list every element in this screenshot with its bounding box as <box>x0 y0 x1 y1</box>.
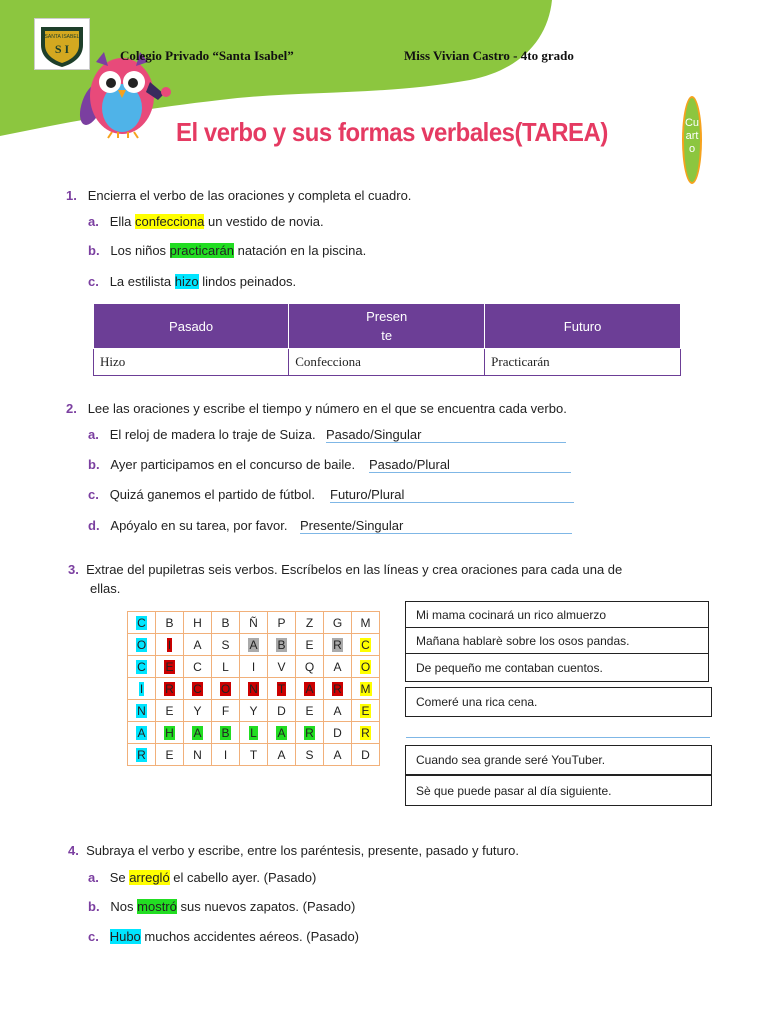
grid-cell[interactable]: A <box>324 656 352 678</box>
grid-cell[interactable]: E <box>156 700 184 722</box>
q2-item-a: a. El reloj de madera lo traje de Suiza. <box>88 427 316 442</box>
grid-letter-highlight: I <box>167 637 172 652</box>
highlighted-verb: mostró <box>137 899 177 914</box>
grid-letter-highlight: O <box>220 681 231 696</box>
grid-cell[interactable] <box>184 722 212 744</box>
q4-item-a: a. Se arregló el cabello ayer. (Pasado) <box>88 870 317 885</box>
grid-cell[interactable]: F <box>212 700 240 722</box>
grid-cell[interactable]: Y <box>240 700 268 722</box>
question-2 <box>66 401 567 416</box>
highlighted-verb: confecciona <box>134 214 205 229</box>
grid-cell[interactable] <box>156 634 184 656</box>
grid-row <box>128 634 380 656</box>
grid-letter-highlight: A <box>137 725 146 740</box>
grid-letter-highlight: O <box>136 637 147 652</box>
grid-cell[interactable] <box>240 722 268 744</box>
grid-cell[interactable]: I <box>240 656 268 678</box>
grid-cell[interactable] <box>212 678 240 700</box>
answer-field[interactable]: Pasado/Singular <box>326 427 566 443</box>
grid-cell[interactable] <box>296 678 324 700</box>
answer-field[interactable]: Presente/Singular <box>300 518 572 534</box>
highlighted-verb: arregló <box>129 870 170 885</box>
grid-cell[interactable] <box>352 700 380 722</box>
highlighted-verb: practicarán <box>169 243 234 258</box>
grid-cell[interactable] <box>352 656 380 678</box>
grid-letter-highlight: A <box>305 681 314 696</box>
grid-letter-highlight: R <box>137 747 146 762</box>
grid-letter-highlight: I <box>139 681 144 696</box>
grid-cell[interactable]: E <box>156 744 184 766</box>
grid-letter-highlight: L <box>250 725 257 740</box>
grid-cell[interactable] <box>352 634 380 656</box>
q4-item-b: b. Nos mostró sus nuevos zapatos. (Pasado) <box>88 899 356 914</box>
teacher-name: Miss Vivian Castro - 4to grado <box>404 48 574 63</box>
grid-letter-highlight: B <box>221 725 230 740</box>
q2-item-d: d. Apóyalo en su tarea, por favor. <box>88 518 288 533</box>
grid-cell[interactable] <box>352 722 380 744</box>
grid-cell[interactable]: A <box>268 744 296 766</box>
grid-cell[interactable] <box>156 678 184 700</box>
grid-cell[interactable] <box>240 678 268 700</box>
grid-row <box>128 678 380 700</box>
sentence-box[interactable]: Sè que puede pasar al día siguiente. <box>405 775 712 806</box>
grid-letter-highlight: N <box>137 703 146 718</box>
highlighted-verb: hizo <box>174 274 199 289</box>
grid-letter-highlight: H <box>165 725 174 740</box>
table-cell[interactable]: Hizo <box>94 349 289 376</box>
grid-letter-highlight: C <box>137 659 146 674</box>
question-1 <box>66 188 411 203</box>
table-header-row <box>94 304 681 349</box>
question-text: Subraya el verbo y escribe, entre los paréntesis, presente, pasado y futuro. <box>86 843 519 858</box>
grid-letter-highlight: N <box>249 681 258 696</box>
grid-cell[interactable]: Ñ <box>240 612 268 634</box>
grid-cell[interactable] <box>128 656 156 678</box>
q2-item-b: b. Ayer participamos en el concurso de baile. <box>88 457 356 472</box>
grid-cell[interactable] <box>156 656 184 678</box>
grid-letter-highlight: M <box>360 681 371 696</box>
grid-cell[interactable]: Z <box>296 612 324 634</box>
table-cell[interactable]: Confecciona <box>289 349 485 376</box>
question-number: 1. <box>66 188 77 203</box>
grid-cell[interactable]: B <box>212 612 240 634</box>
grid-letter-highlight: O <box>360 659 371 674</box>
question-text: Extrae del pupiletras seis verbos. Escríbelos en las líneas y crea oraciones para cada una de <box>86 562 623 577</box>
grid-cell[interactable]: T <box>240 744 268 766</box>
grid-letter-highlight: C <box>137 615 146 630</box>
grid-cell[interactable]: H <box>184 612 212 634</box>
grid-row <box>128 722 380 744</box>
q1-item-c: c. La estilista hizo lindos peinados. <box>88 274 297 289</box>
question-3: 3. Extrae del pupiletras seis verbos. Escríbelos en las líneas y crea oraciones para cada una de ellas. <box>68 562 623 596</box>
grid-cell[interactable]: Q <box>296 656 324 678</box>
grid-cell[interactable] <box>352 678 380 700</box>
grid-letter-highlight: C <box>361 637 370 652</box>
grid-letter-highlight: R <box>165 681 174 696</box>
grid-letter-highlight: R <box>333 637 342 652</box>
grid-cell[interactable]: B <box>156 612 184 634</box>
answer-field[interactable]: Futuro/Plural <box>330 487 574 503</box>
logo-initials: S I <box>54 42 70 56</box>
grid-cell[interactable] <box>212 722 240 744</box>
grid-cell[interactable] <box>268 722 296 744</box>
grid-letter-highlight: A <box>193 725 202 740</box>
grid-row <box>128 744 380 766</box>
grid-letter-highlight: R <box>333 681 342 696</box>
column-header-futuro: Futuro <box>485 304 681 349</box>
grid-cell[interactable]: I <box>212 744 240 766</box>
grid-cell[interactable] <box>240 634 268 656</box>
grid-letter-highlight: A <box>277 725 286 740</box>
verb-table <box>93 303 681 376</box>
grid-cell[interactable] <box>128 678 156 700</box>
grid-letter-highlight: E <box>165 659 174 674</box>
table-cell[interactable]: Practicarán <box>485 349 681 376</box>
word-search-grid <box>127 611 380 766</box>
grid-cell[interactable]: L <box>212 656 240 678</box>
grid-letter-highlight: B <box>277 637 286 652</box>
grid-cell[interactable]: S <box>212 634 240 656</box>
grid-cell[interactable]: C <box>184 656 212 678</box>
grid-letter-highlight: T <box>277 681 286 696</box>
grid-letter-highlight: A <box>249 637 258 652</box>
sentence-box[interactable]: Mi mama cocinará un rico almuerzo <box>405 601 709 628</box>
question-number: 4. <box>68 843 79 858</box>
grid-cell[interactable] <box>268 678 296 700</box>
question-number: 3. <box>68 562 79 577</box>
sentence-box[interactable]: Cuando sea grande seré YouTuber. <box>405 745 712 775</box>
grid-cell[interactable]: N <box>184 744 212 766</box>
grid-cell[interactable]: G <box>324 612 352 634</box>
grid-cell[interactable] <box>128 634 156 656</box>
q1-item-b: b. Los niños practicarán natación en la piscina. <box>88 243 367 258</box>
grid-cell[interactable]: A <box>324 744 352 766</box>
grid-cell[interactable] <box>296 722 324 744</box>
side-tab-text: Cu art o <box>684 117 700 155</box>
grid-row <box>128 612 380 634</box>
grid-cell[interactable]: D <box>352 744 380 766</box>
logo-text: SANTA ISABEL <box>44 34 80 40</box>
grid-letter-highlight: E <box>361 703 370 718</box>
grid-cell[interactable]: A <box>324 700 352 722</box>
sentence-box[interactable]: Mañana hablarè sobre los osos pandas. <box>405 627 709 654</box>
grid-letter-highlight: R <box>305 725 314 740</box>
grid-cell[interactable]: Y <box>184 700 212 722</box>
answer-line <box>406 737 710 738</box>
question-number: 2. <box>66 401 77 416</box>
question-4 <box>68 843 519 858</box>
q4-item-c: c. Hubo muchos accidentes aéreos. (Pasado) <box>88 929 360 944</box>
grid-cell[interactable] <box>268 634 296 656</box>
sentence-box[interactable]: De pequeño me contaban cuentos. <box>405 653 709 682</box>
column-header-presente: Presen te <box>289 304 485 349</box>
grid-cell[interactable] <box>128 722 156 744</box>
sentence-box[interactable]: Comeré una rica cena. <box>405 687 712 717</box>
page-title: El verbo y sus formas verbales(TAREA) <box>176 117 608 147</box>
grid-cell[interactable] <box>324 634 352 656</box>
grid-letter-highlight: R <box>361 725 370 740</box>
q2-item-c: c. Quizá ganemos el partido de fútbol. <box>88 487 315 502</box>
question-text: Encierra el verbo de las oraciones y completa el cuadro. <box>87 188 412 203</box>
grid-cell[interactable] <box>128 744 156 766</box>
grid-row <box>128 656 380 678</box>
highlighted-verb: Hubo <box>109 929 141 944</box>
grid-cell[interactable]: E <box>296 700 324 722</box>
answer-field[interactable]: Pasado/Plural <box>369 457 571 473</box>
grid-cell[interactable]: A <box>184 634 212 656</box>
grid-cell[interactable]: S <box>296 744 324 766</box>
grid-cell[interactable]: D <box>324 722 352 744</box>
grid-cell[interactable] <box>128 700 156 722</box>
grid-cell[interactable] <box>128 612 156 634</box>
grid-letter-highlight: C <box>193 681 202 696</box>
grid-cell[interactable]: M <box>352 612 380 634</box>
grid-cell[interactable]: E <box>296 634 324 656</box>
owl-mascot-icon <box>78 52 178 140</box>
question-text: Lee las oraciones y escribe el tiempo y número en el que se encuentra cada verbo. <box>87 401 567 416</box>
school-name: Colegio Privado “Santa Isabel” <box>120 48 294 63</box>
q1-item-a: a. Ella confecciona un vestido de novia. <box>88 214 324 229</box>
grid-cell[interactable]: P <box>268 612 296 634</box>
grid-cell[interactable] <box>324 678 352 700</box>
grid-row <box>128 700 380 722</box>
grid-cell[interactable]: V <box>268 656 296 678</box>
table-row <box>94 349 681 376</box>
grid-cell[interactable]: D <box>268 700 296 722</box>
grid-cell[interactable] <box>184 678 212 700</box>
column-header-pasado: Pasado <box>94 304 289 349</box>
grid-cell[interactable] <box>156 722 184 744</box>
